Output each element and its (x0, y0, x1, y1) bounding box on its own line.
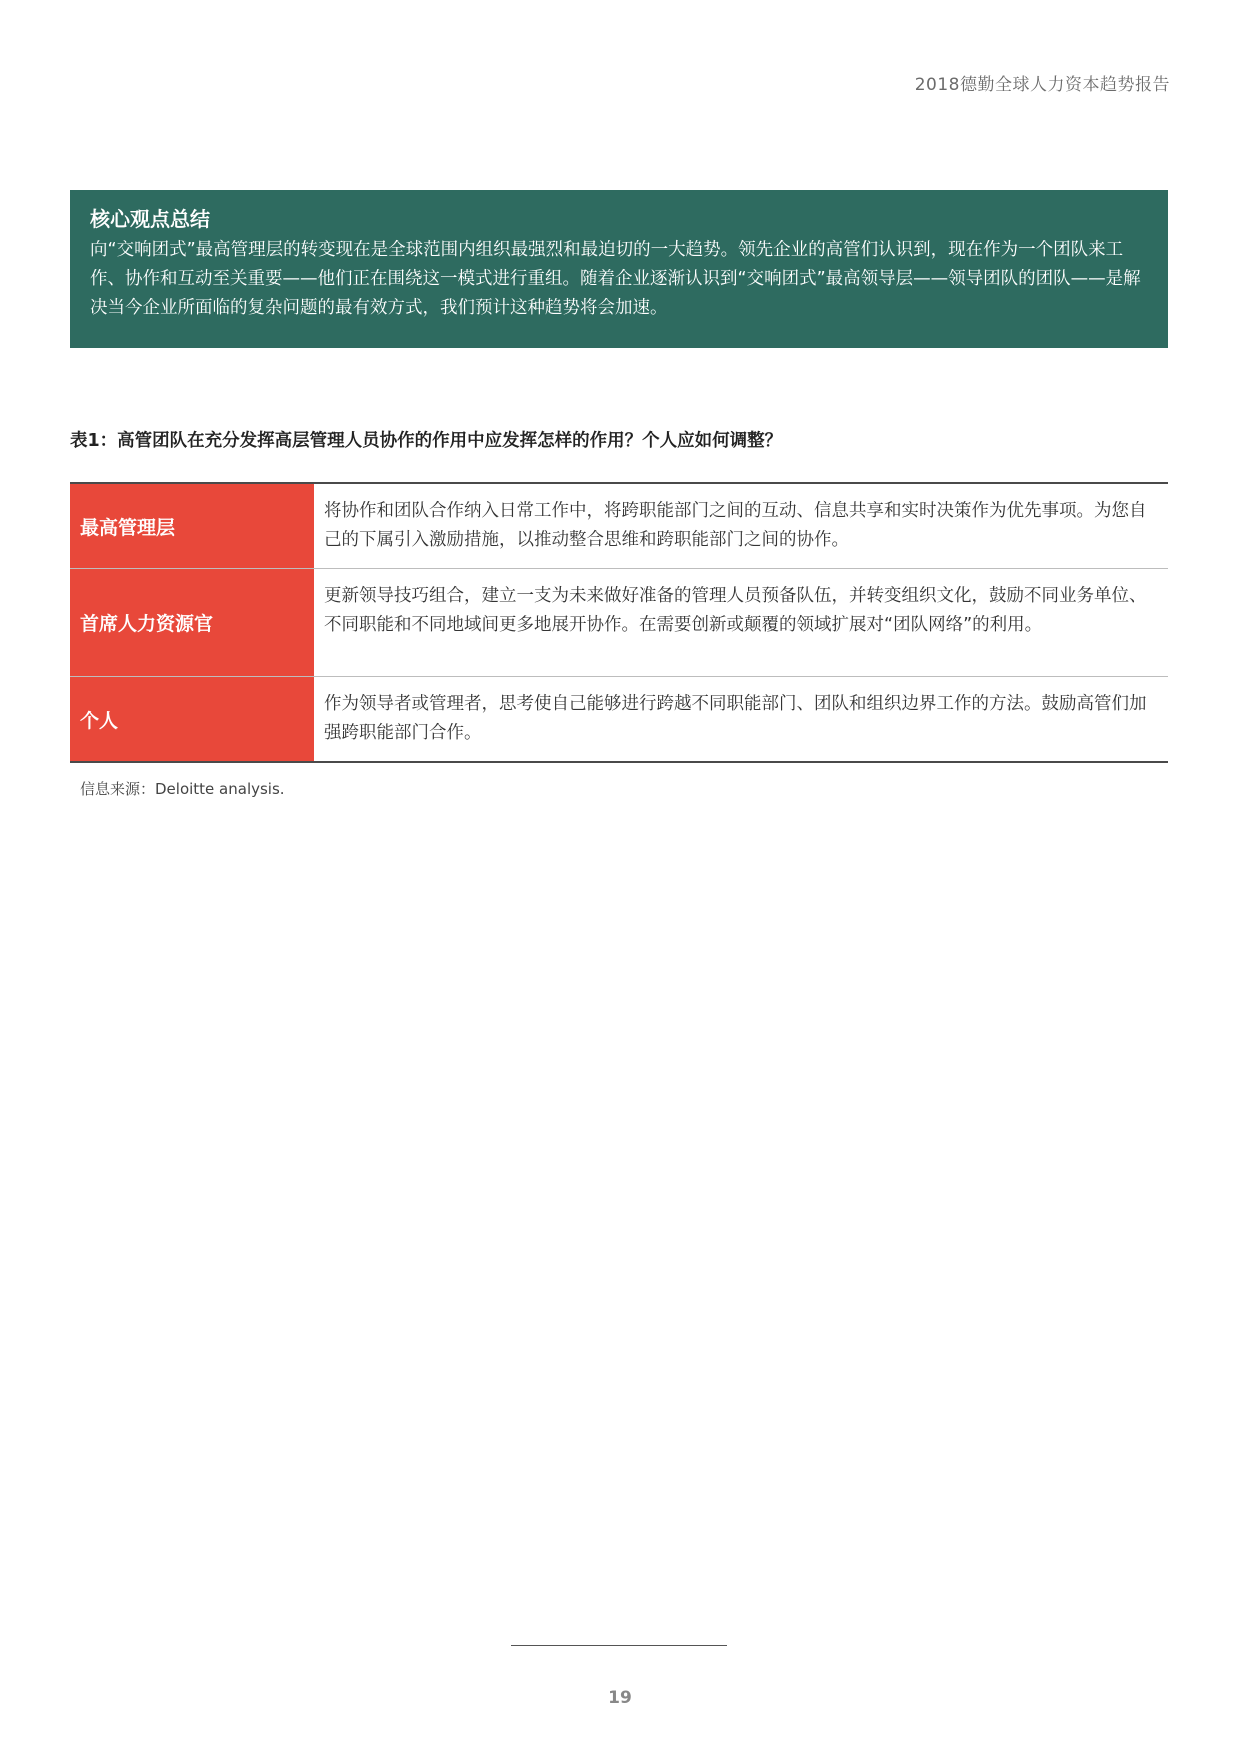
summary-body: 向“交响团式”最高管理层的转变现在是全球范围内组织最强烈和最迫切的一大趋势。领先企业的高管们认识到，现在作为一个团队来工作、协作和互动至关重要——他们正在围绕这一模式进行重组。随着企业逐渐认识到“交响团式”最高领导层——领导团队的团队——是解决当今企业所面临的复杂问题的最有效方式，我们预计这种趋势将会加速。 (90, 240, 1141, 318)
table-row (70, 676, 1168, 761)
row-label-chro: 首席人力资源官 (70, 569, 314, 676)
row-label-c-suite: 最高管理层 (70, 484, 314, 568)
table-caption: 表1：高管团队在充分发挥高层管理人员协作的作用中应发挥怎样的作用？个人应如何调整？ (70, 431, 783, 451)
source-note: 信息来源：Deloitte analysis. (80, 780, 285, 798)
table-row (70, 568, 1168, 676)
page-number: 19 (608, 1688, 632, 1708)
key-points-summary (70, 190, 1168, 348)
summary-title: 核心观点总结 (90, 207, 210, 231)
row-label-individual: 个人 (70, 677, 314, 761)
row-text-individual: 作为领导者或管理者，思考使自己能够进行跨越不同职能部门、团队和组织边界工作的方法。鼓励高管们加强跨职能部门合作。 (324, 694, 1147, 743)
roles-table (70, 482, 1168, 763)
running-header: 2018德勤全球人力资本趋势报告 (914, 75, 1170, 95)
row-text-c-suite: 将协作和团队合作纳入日常工作中，将跨职能部门之间的互动、信息共享和实时决策作为优先事项。为您自己的下属引入激励措施，以推动整合思维和跨职能部门之间的协作。 (324, 501, 1147, 550)
table-row (70, 484, 1168, 568)
footer-divider (511, 1645, 727, 1646)
row-text-chro: 更新领导技巧组合，建立一支为未来做好准备的管理人员预备队伍，并转变组织文化，鼓励不同业务单位、不同职能和不同地域间更多地展开协作。在需要创新或颠覆的领域扩展对“团队网络”的利用。 (324, 586, 1147, 635)
